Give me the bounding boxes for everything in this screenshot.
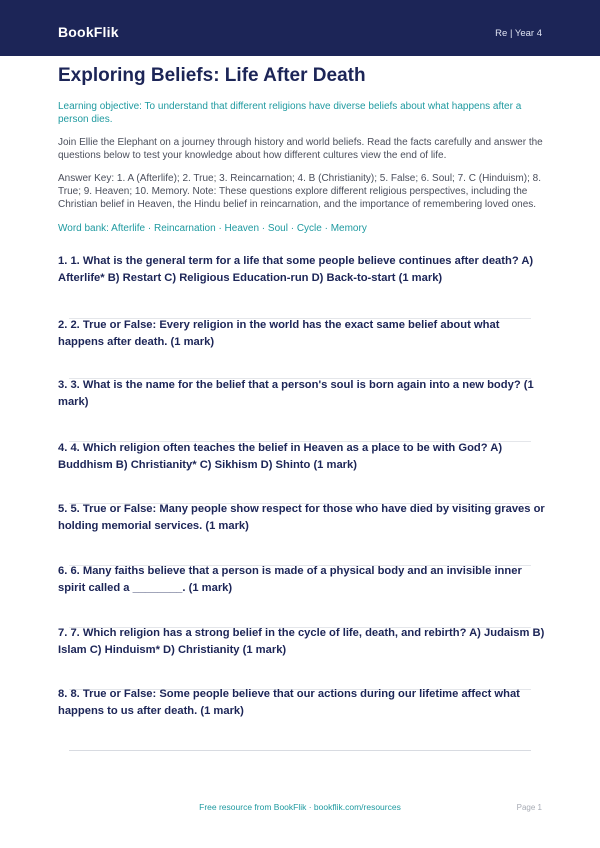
header-bar bbox=[0, 0, 600, 56]
word-bank: Word bank: Afterlife · Reincarnation · Heaven · Soul · Cycle · Memory bbox=[58, 223, 367, 234]
brand-logo-text[interactable]: BookFlik bbox=[58, 24, 119, 40]
subject-year-label: Re | Year 4 bbox=[495, 28, 542, 39]
answer-key: Answer Key: 1. A (Afterlife); 2. True; 3. Reincarnation; 4. B (Christianity); 5. False; 6. Soul; 7. C (Hinduism); 8. True; 9. Heaven; 10. Memory. Note: These questions explore different religious perspectives, including the Christian belief in Heaven, the Hindu belief in reincarnation, and the importance of remembering loved ones. bbox=[58, 173, 541, 210]
question-6 bbox=[58, 563, 546, 596]
question-text: 1. 1. What is the general term for a life that some people believe continues after death? A) Afterlife* B) Restart C) Religious Education-run D) Back-to-start (1 mark) bbox=[58, 255, 534, 284]
question-8 bbox=[58, 686, 546, 719]
learning-objective: Learning objective: To understand that different religions have diverse beliefs about what happens after a person dies. bbox=[58, 101, 522, 125]
question-text: 6. 6. Many faiths believe that a person is made of a physical body and an invisible inner spirit called a ________. (1 mark) bbox=[58, 565, 522, 594]
question-3 bbox=[58, 377, 546, 410]
intro-paragraph: Join Ellie the Elephant on a journey through history and world beliefs. Read the facts carefully and answer the questions below to test your knowledge about how different cultures view the end of life. bbox=[58, 137, 543, 161]
question-2 bbox=[58, 317, 546, 350]
question-4 bbox=[58, 440, 546, 473]
footer-divider bbox=[69, 750, 531, 751]
question-text: 4. 4. Which religion often teaches the belief in Heaven as a place to be with God? A) Buddhism B) Christianity* C) Sikhism D) Shinto (1 mark) bbox=[58, 442, 503, 471]
question-text: 3. 3. What is the name for the belief that a person's soul is born again into a new body? (1 mark) bbox=[58, 379, 534, 408]
question-text: 8. 8. True or False: Some people believe that our actions during our lifetime affect what happens to us after death. (1 mark) bbox=[58, 688, 520, 717]
question-text: 7. 7. Which religion has a strong belief in the cycle of life, death, and rebirth? A) Judaism B) Islam C) Hinduism* D) Christianity (1 mark) bbox=[58, 627, 545, 656]
page-number: Page 1 bbox=[516, 803, 542, 812]
question-text: 2. 2. True or False: Every religion in the world has the exact same belief about what happens after death. (1 mark) bbox=[58, 319, 500, 348]
footer-resource-link[interactable]: Free resource from BookFlik · bookflik.com/resources bbox=[199, 802, 401, 812]
question-text: 5. 5. True or False: Many people show respect for those who have died by visiting graves or holding memorial services. (1 mark) bbox=[58, 503, 545, 532]
question-7 bbox=[58, 625, 546, 658]
question-1 bbox=[58, 253, 546, 286]
page-title: Exploring Beliefs: Life After Death bbox=[58, 65, 366, 86]
question-5 bbox=[58, 501, 546, 534]
intro-section bbox=[58, 64, 544, 235]
